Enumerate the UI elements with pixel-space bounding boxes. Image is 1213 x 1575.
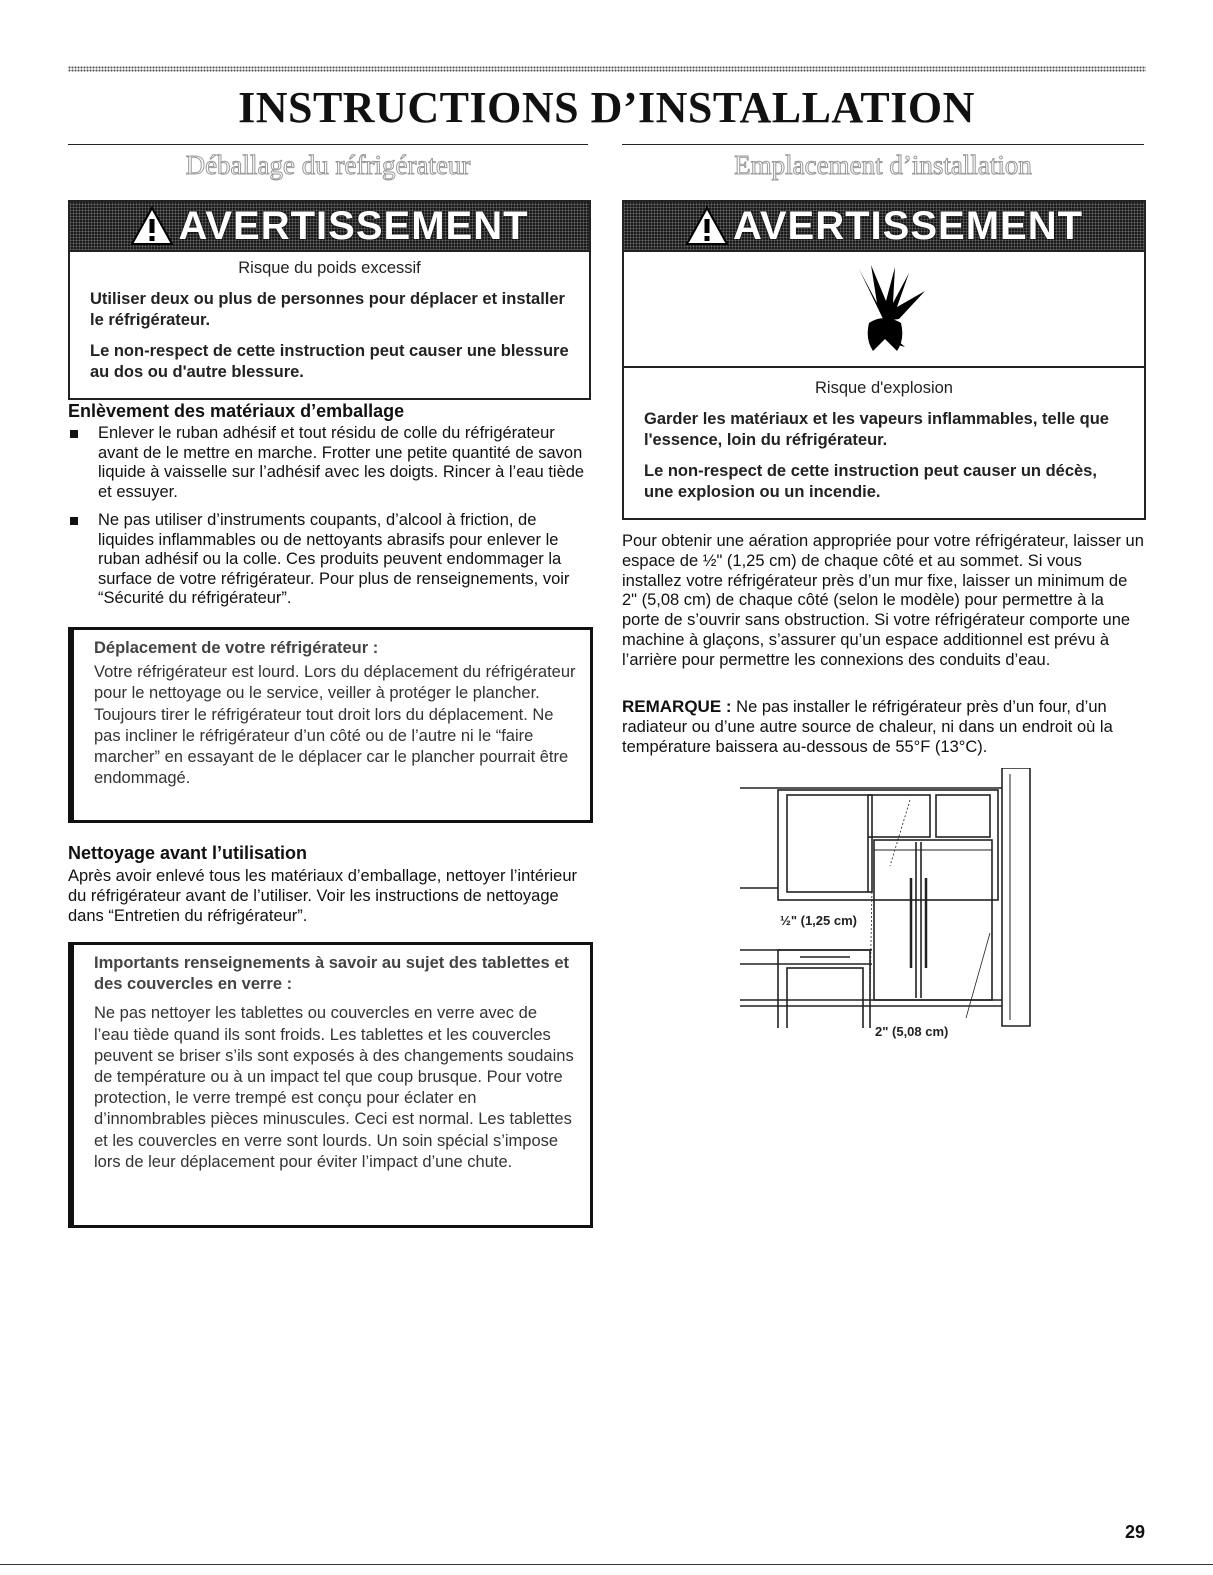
warning-consequence: Le non-respect de cette instruction peut causer un décès, une explosion ou un incendie.	[644, 462, 1097, 501]
cleaning-heading: Nettoyage avant l’utilisation	[68, 843, 308, 863]
moving-box-title: Déplacement de votre réfrigérateur :	[94, 639, 379, 657]
explosion-icon-panel	[624, 252, 1144, 368]
list-item: Enlever le ruban adhésif et tout résidu de colle du réfrigérateur avant de le mettre en marche. Frotter une petite quantité de savon liquide à vaisselle sur l’adhésif avec les doigts. Rincer à l’eau tiède et essuyer.	[68, 424, 588, 502]
warning-triangle-icon	[130, 206, 174, 246]
cleaning-text: Après avoir enlevé tous les matériaux d’emballage, nettoyer l’intérieur du réfrigérateur avant de l’utiliser. Voir les instructions de nettoyage dans “Entretien du réfrigérateur”.	[68, 867, 578, 925]
explosion-icon	[839, 263, 929, 355]
bullet-square-icon	[70, 517, 78, 525]
left-section-rule	[68, 144, 588, 145]
warning-header	[70, 202, 589, 252]
glass-box-text: Ne pas nettoyer les tablettes ou couvercles en verre avec de l’eau tiède quand ils sont froids. Les tablettes et les couvercles peuvent se briser s’ils sont exposés à des changements soudains de température ou à un impact tel que coup brusque. Pour votre protection, le verre trempé est conçu pour éclater en d’innombrables pièces minuscules. Ceci est normal. Les tablettes et les couvercles en verre sont lourds. Un soin spécial s’impose lors de leur déplacement pour éviter l’impact d’une chute.	[94, 1004, 574, 1171]
packaging-heading: Enlèvement des matériaux d’emballage	[68, 401, 405, 421]
explosion-warning-box	[622, 200, 1146, 520]
warning-label: AVERTISSEMENT	[732, 203, 1084, 248]
two-inch-clearance-label: 2" (5,08 cm)	[875, 1024, 949, 1039]
bottom-rule	[0, 1564, 1213, 1565]
warning-header	[624, 202, 1144, 252]
note-text: Ne pas installer le réfrigérateur près d’un four, d’un radiateur ou d’une autre source de chaleur, ni dans un endroit où la température baissera au-dessous de 55°F (13°C).	[622, 698, 1113, 756]
warning-instruction: Utiliser deux ou plus de personnes pour déplacer et installer le réfrigérateur.	[90, 290, 565, 329]
packaging-bullet-list	[68, 424, 588, 618]
right-section-rule	[622, 144, 1144, 145]
note-label: REMARQUE :	[622, 697, 732, 716]
weight-warning-box	[68, 200, 591, 400]
moving-box-text: Votre réfrigérateur est lourd. Lors du déplacement du réfrigérateur pour le nettoyage ou le service, veiller à protéger le plancher. Toujours tirer le réfrigérateur tout droit lors du déplacement. Ne pas incliner le réfrigérateur d’un côté ou de l’autre ni le “faire marcher” en essayant de le déplacer car le plancher pourrait être endommagé.	[94, 663, 576, 788]
glass-info-box	[68, 942, 593, 1228]
top-dotted-rule	[68, 66, 1146, 72]
page-number: 29	[1124, 1522, 1145, 1542]
half-inch-clearance-label: ½" (1,25 cm)	[780, 913, 857, 928]
ventilation-text: Pour obtenir une aération appropriée pour votre réfrigérateur, laisser un espace de ½" (1,25 cm) de chaque côté et au sommet. Si vous installez votre réfrigérateur près d’un mur fixe, laisser un minimum de 2" (5,08 cm) de chaque côté (selon le modèle) pour permettre à la porte de s’ouvrir sans obstruction. Si votre réfrigérateur comporte une machine à glaçons, s’assurer qu’un espace additionnel est prévu à l’arrière pour permettre les connexions des conduits d’eau.	[622, 532, 1144, 669]
warning-instruction: Garder les matériaux et les vapeurs inflammables, telle que l'essence, loin du réfrigérateur.	[644, 410, 1109, 449]
list-item: Ne pas utiliser d’instruments coupants, d’alcool à friction, de liquides inflammables ou de nettoyants abrasifs pour enlever le ruban adhésif ou la colle. Ces produits peuvent endommager la surface de votre réfrigérateur. Pour plus de renseignements, voir “Sécurité du réfrigérateur”.	[68, 511, 588, 609]
right-section-title: Emplacement d’installation	[734, 150, 1032, 180]
warning-label: AVERTISSEMENT	[178, 203, 529, 248]
glass-box-title: Importants renseignements à savoir au sujet des tablettes et des couvercles en verre :	[94, 954, 569, 994]
page-title: INSTRUCTIONS D’INSTALLATION	[238, 83, 975, 132]
moving-info-box	[68, 627, 593, 823]
warning-triangle-icon	[685, 206, 729, 246]
warning-consequence: Le non-respect de cette instruction peut causer une blessure au dos ou d'autre blessure.	[90, 342, 569, 381]
installation-diagram	[740, 768, 1040, 1028]
left-section-title: Déballage du réfrigérateur	[185, 150, 471, 180]
warning-subtitle: Risque d'explosion	[815, 379, 953, 397]
bullet-square-icon	[70, 430, 78, 438]
note-paragraph	[622, 697, 1144, 757]
warning-subtitle: Risque du poids excessif	[238, 259, 421, 277]
